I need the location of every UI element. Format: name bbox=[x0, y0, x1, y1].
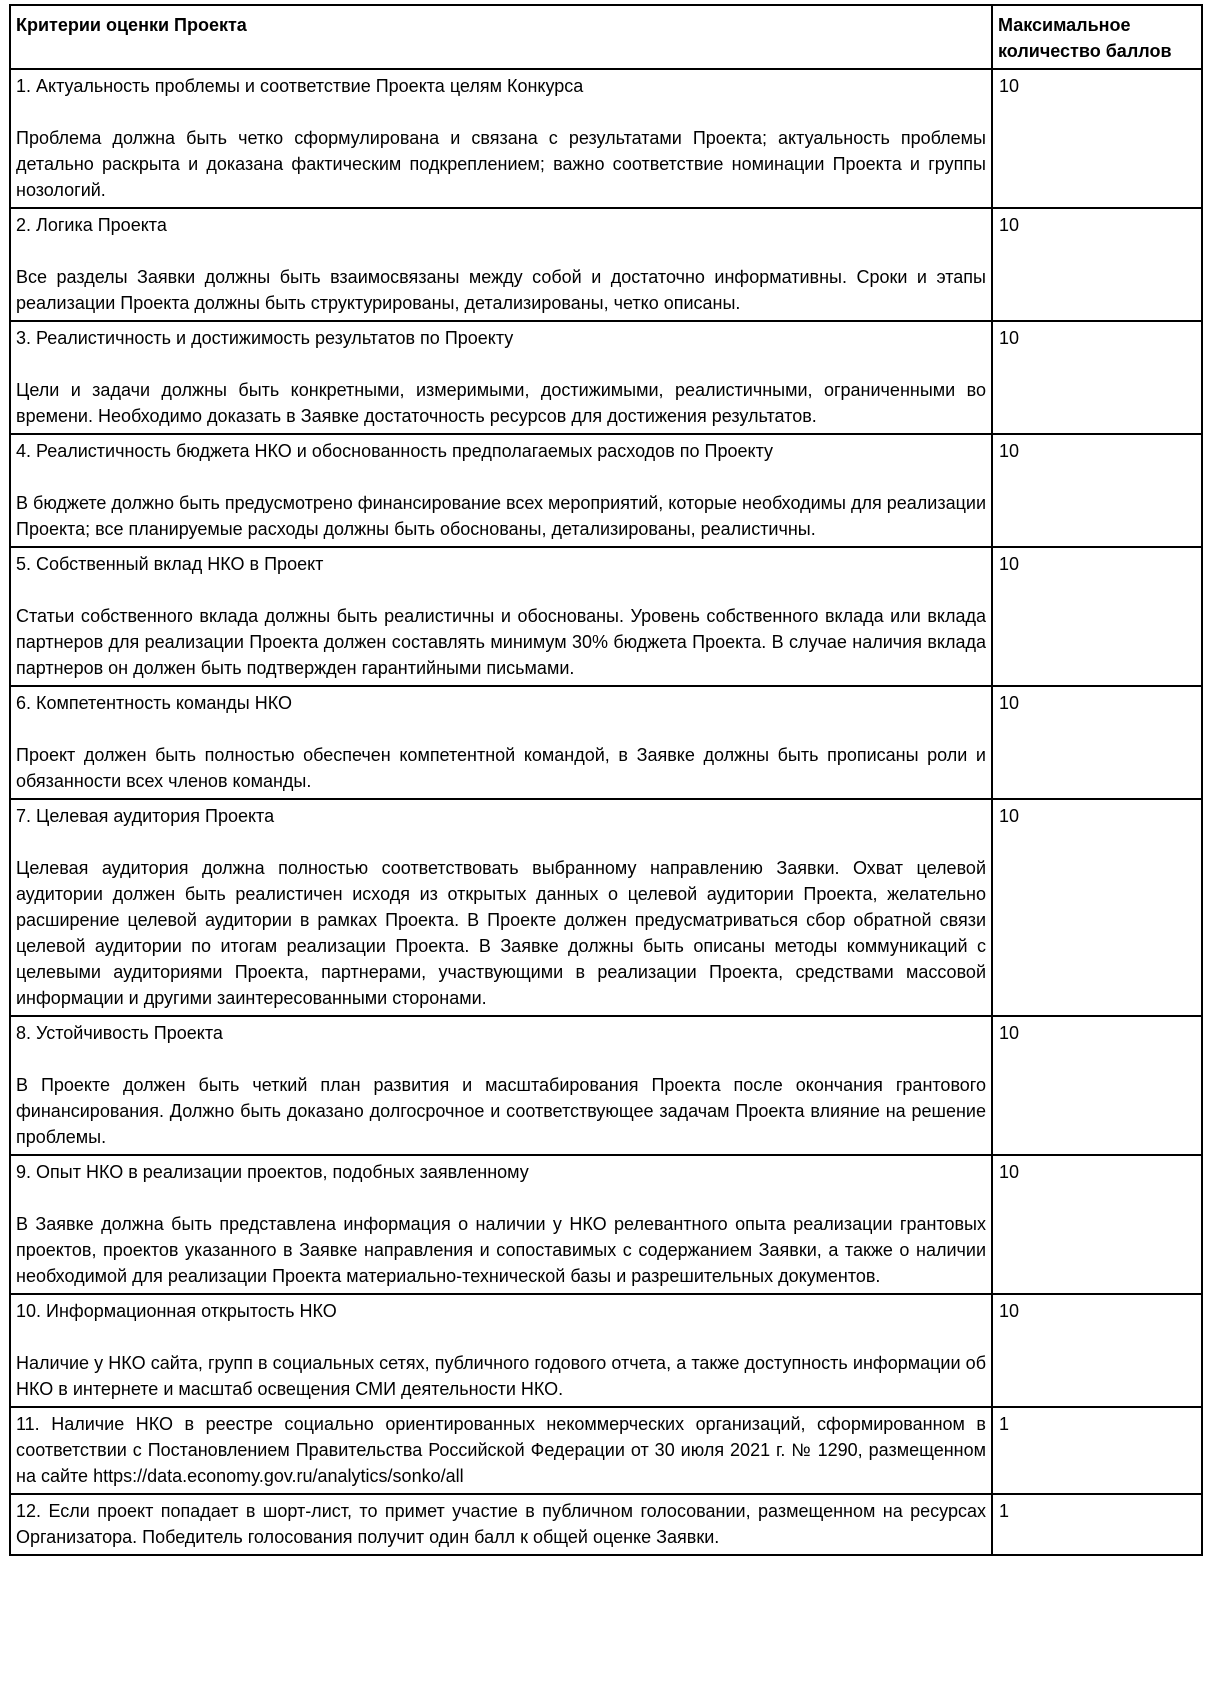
criterion-cell bbox=[10, 547, 992, 686]
criterion-description: Целевая аудитория должна полностью соответствовать выбранному направлению Заявки. Охват целевой аудитории должен быть реалистичен исходя из открытых данных о целевой аудитории Проекта, желательно расширение целевой аудитории в рамках Проекта. В Проекте должен предусматриваться сбор обратной связи целевой аудитории по итогам реализации Проекта. В Заявке должны быть описаны методы коммуникаций с целевыми аудиториями Проекта, партнерами, участвующими в реализации Проекта, средствами массовой информации и другими заинтересованными сторонами. bbox=[16, 858, 986, 1008]
criterion-points: 1 bbox=[992, 1494, 1202, 1555]
table-row bbox=[10, 69, 1202, 208]
criterion-title: 6. Компетентность команды НКО bbox=[16, 693, 292, 713]
criterion-title: 9. Опыт НКО в реализации проектов, подобных заявленному bbox=[16, 1162, 529, 1182]
criterion-description: Проект должен быть полностью обеспечен компетентной командой, в Заявке должны быть прописаны роли и обязанности всех членов команды. bbox=[16, 745, 986, 791]
criterion-points: 10 bbox=[992, 1155, 1202, 1294]
criterion-cell bbox=[10, 208, 992, 321]
criterion-title: 10. Информационная открытость НКО bbox=[16, 1301, 337, 1321]
table-row bbox=[10, 1155, 1202, 1294]
criterion-points: 10 bbox=[992, 434, 1202, 547]
criterion-points: 1 bbox=[992, 1407, 1202, 1494]
criterion-cell bbox=[10, 1494, 992, 1555]
criterion-title: 3. Реалистичность и достижимость результатов по Проекту bbox=[16, 328, 514, 348]
criterion-title: 7. Целевая аудитория Проекта bbox=[16, 806, 275, 826]
table-row bbox=[10, 1294, 1202, 1407]
table-row bbox=[10, 208, 1202, 321]
criterion-title: 1. Актуальность проблемы и соответствие Проекта целям Конкурса bbox=[16, 76, 584, 96]
criterion-description: Цели и задачи должны быть конкретными, измеримыми, достижимыми, реалистичными, ограниченными во времени. Необходимо доказать в Заявке достаточность ресурсов для достижения результатов. bbox=[16, 380, 986, 426]
criterion-title: 4. Реалистичность бюджета НКО и обоснованность предполагаемых расходов по Проекту bbox=[16, 441, 774, 461]
criterion-cell bbox=[10, 686, 992, 799]
table-header-row bbox=[10, 5, 1202, 69]
table-row bbox=[10, 686, 1202, 799]
header-criteria: Критерии оценки Проекта bbox=[10, 5, 992, 69]
criterion-cell bbox=[10, 69, 992, 208]
criterion-cell bbox=[10, 1294, 992, 1407]
table-row bbox=[10, 1494, 1202, 1555]
criterion-points: 10 bbox=[992, 547, 1202, 686]
criterion-description: Все разделы Заявки должны быть взаимосвязаны между собой и достаточно информативны. Сроки и этапы реализации Проекта должны быть структурированы, детализированы, четко описаны. bbox=[16, 267, 986, 313]
criterion-title: 8. Устойчивость Проекта bbox=[16, 1023, 223, 1043]
table-row bbox=[10, 1407, 1202, 1494]
criterion-points: 10 bbox=[992, 1294, 1202, 1407]
header-max-points: Максимальное количество баллов bbox=[992, 5, 1202, 69]
table-row bbox=[10, 1016, 1202, 1155]
criterion-description: Проблема должна быть четко сформулирована и связана с результатами Проекта; актуальность проблемы детально раскрыта и доказана фактическим подкреплением; важно соответствие номинации Проекта и группы нозологий. bbox=[16, 128, 986, 200]
criterion-text: 11. Наличие НКО в реестре социально ориентированных некоммерческих организаций, сформированном в соответствии с Постановлением Правительства Российской Федерации от 30 июля 2021 г. № 1290, размещенном на сайте https://data.economy.gov.ru/analytics/sonko/all bbox=[16, 1414, 986, 1486]
criterion-points: 10 bbox=[992, 799, 1202, 1016]
criterion-points: 10 bbox=[992, 321, 1202, 434]
criterion-description: В Заявке должна быть представлена информация о наличии у НКО релевантного опыта реализации грантовых проектов, проектов указанного в Заявке направления и сопоставимых с содержанием Заявки, а также о наличии необходимой для реализации Проекта материально-технической базы и разрешительных документов. bbox=[16, 1214, 986, 1286]
criteria-table bbox=[9, 4, 1203, 1556]
table-row bbox=[10, 799, 1202, 1016]
table-row bbox=[10, 547, 1202, 686]
criterion-text: 12. Если проект попадает в шорт-лист, то примет участие в публичном голосовании, размещенном на ресурсах Организатора. Победитель голосования получит один балл к общей оценке Заявки. bbox=[16, 1501, 986, 1547]
criterion-cell bbox=[10, 799, 992, 1016]
criterion-cell bbox=[10, 321, 992, 434]
criterion-description: В бюджете должно быть предусмотрено финансирование всех мероприятий, которые необходимы для реализации Проекта; все планируемые расходы должны быть обоснованы, детализированы, реалистичны. bbox=[16, 493, 986, 539]
criterion-cell bbox=[10, 1016, 992, 1155]
criterion-points: 10 bbox=[992, 1016, 1202, 1155]
criterion-cell bbox=[10, 1155, 992, 1294]
criterion-title: 2. Логика Проекта bbox=[16, 215, 167, 235]
criterion-cell bbox=[10, 434, 992, 547]
criterion-points: 10 bbox=[992, 686, 1202, 799]
table-row bbox=[10, 321, 1202, 434]
criterion-points: 10 bbox=[992, 208, 1202, 321]
criterion-points: 10 bbox=[992, 69, 1202, 208]
criterion-description: Статьи собственного вклада должны быть реалистичны и обоснованы. Уровень собственного вклада или вклада партнеров для реализации Проекта должен составлять минимум 30% бюджета Проекта. В случае наличия вклада партнеров он должен быть подтвержден гарантийными письмами. bbox=[16, 606, 986, 678]
criterion-description: В Проекте должен быть четкий план развития и масштабирования Проекта после окончания грантового финансирования. Должно быть доказано долгосрочное и соответствующее задачам Проекта влияние на решение проблемы. bbox=[16, 1075, 986, 1147]
criterion-description: Наличие у НКО сайта, групп в социальных сетях, публичного годового отчета, а также доступность информации об НКО в интернете и масштаб освещения СМИ деятельности НКО. bbox=[16, 1353, 986, 1399]
criterion-title: 5. Собственный вклад НКО в Проект bbox=[16, 554, 324, 574]
table-row bbox=[10, 434, 1202, 547]
criterion-cell bbox=[10, 1407, 992, 1494]
